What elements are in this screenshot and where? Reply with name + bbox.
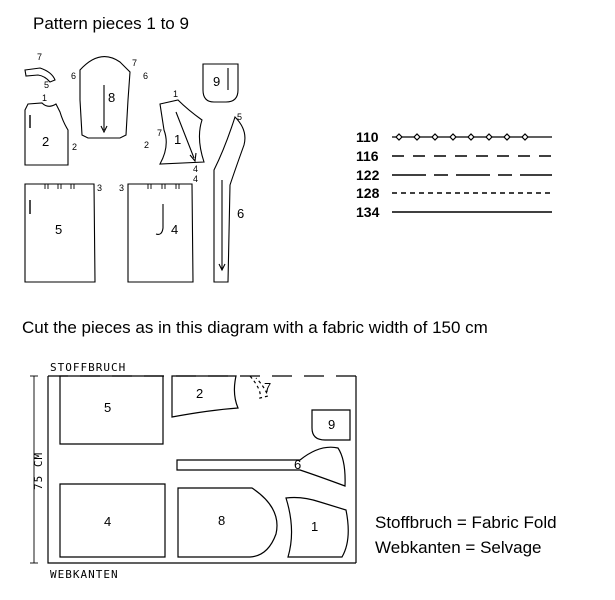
piece-1-shape: [160, 100, 204, 164]
fold-label: STOFFBRUCH: [50, 361, 127, 374]
layout-piece-4: [60, 484, 165, 557]
layout-label-6: 6: [294, 457, 302, 472]
layout-piece-6: [177, 447, 345, 486]
piece-7-shape: [25, 68, 55, 82]
size-label-110: 110: [356, 129, 379, 145]
label-piece-6: 6: [237, 206, 245, 221]
marker-6a: 6: [71, 71, 77, 81]
size-label-128: 128: [356, 185, 380, 201]
label-piece-8: 8: [108, 90, 116, 105]
marker-7c: 7: [157, 128, 163, 138]
layout-piece-2: [172, 376, 238, 417]
marker-3a: 3: [97, 183, 103, 193]
label-piece-4: 4: [171, 222, 179, 237]
marker-3b: 3: [119, 183, 125, 193]
layout-label-9: 9: [328, 417, 336, 432]
marker-4b: 4: [193, 174, 199, 184]
layout-label-1: 1: [311, 519, 319, 534]
marker-1a: 1: [42, 93, 48, 103]
layout-label-8: 8: [218, 513, 226, 528]
cutting-layout: [30, 376, 356, 563]
marker-7a: 7: [37, 52, 43, 62]
size-label-116: 116: [356, 148, 379, 164]
layout-label-7: 7: [264, 380, 272, 395]
page-title: Pattern pieces 1 to 9: [33, 14, 189, 33]
layout-piece-8: [178, 488, 277, 557]
size-label-134: 134: [356, 204, 380, 220]
layout-label-5: 5: [104, 400, 112, 415]
marker-2b: 2: [144, 140, 150, 150]
marker-6b: 6: [143, 71, 149, 81]
layout-label-4: 4: [104, 514, 112, 529]
marker-7b: 7: [132, 58, 138, 68]
legend-fold: Stoffbruch = Fabric Fold: [375, 513, 557, 532]
size-legend: [356, 129, 552, 220]
selvage-label: WEBKANTEN: [50, 568, 119, 581]
label-piece-2: 2: [42, 134, 50, 149]
piece-9-shape: [203, 64, 238, 102]
piece-8-shape: [80, 57, 130, 138]
layout-label-2: 2: [196, 386, 204, 401]
height-label: 75 CM: [32, 451, 45, 490]
size-label-122: 122: [356, 167, 380, 183]
legend-selvage: Webkanten = Selvage: [375, 538, 542, 557]
piece-6-shape: [214, 117, 245, 282]
marker-4a: 4: [193, 164, 199, 174]
marker-1b: 1: [173, 89, 179, 99]
marker-2a: 2: [72, 142, 78, 152]
layout-piece-5: [60, 376, 163, 444]
cutting-instructions: Cut the pieces as in this diagram with a fabric width of 150 cm: [22, 318, 488, 337]
label-piece-5: 5: [55, 222, 63, 237]
line-110: [392, 134, 552, 140]
label-piece-1: 1: [174, 132, 182, 147]
label-piece-9: 9: [213, 74, 221, 89]
marker-5a: 5: [44, 80, 50, 90]
marker-5b: 5: [237, 112, 243, 122]
